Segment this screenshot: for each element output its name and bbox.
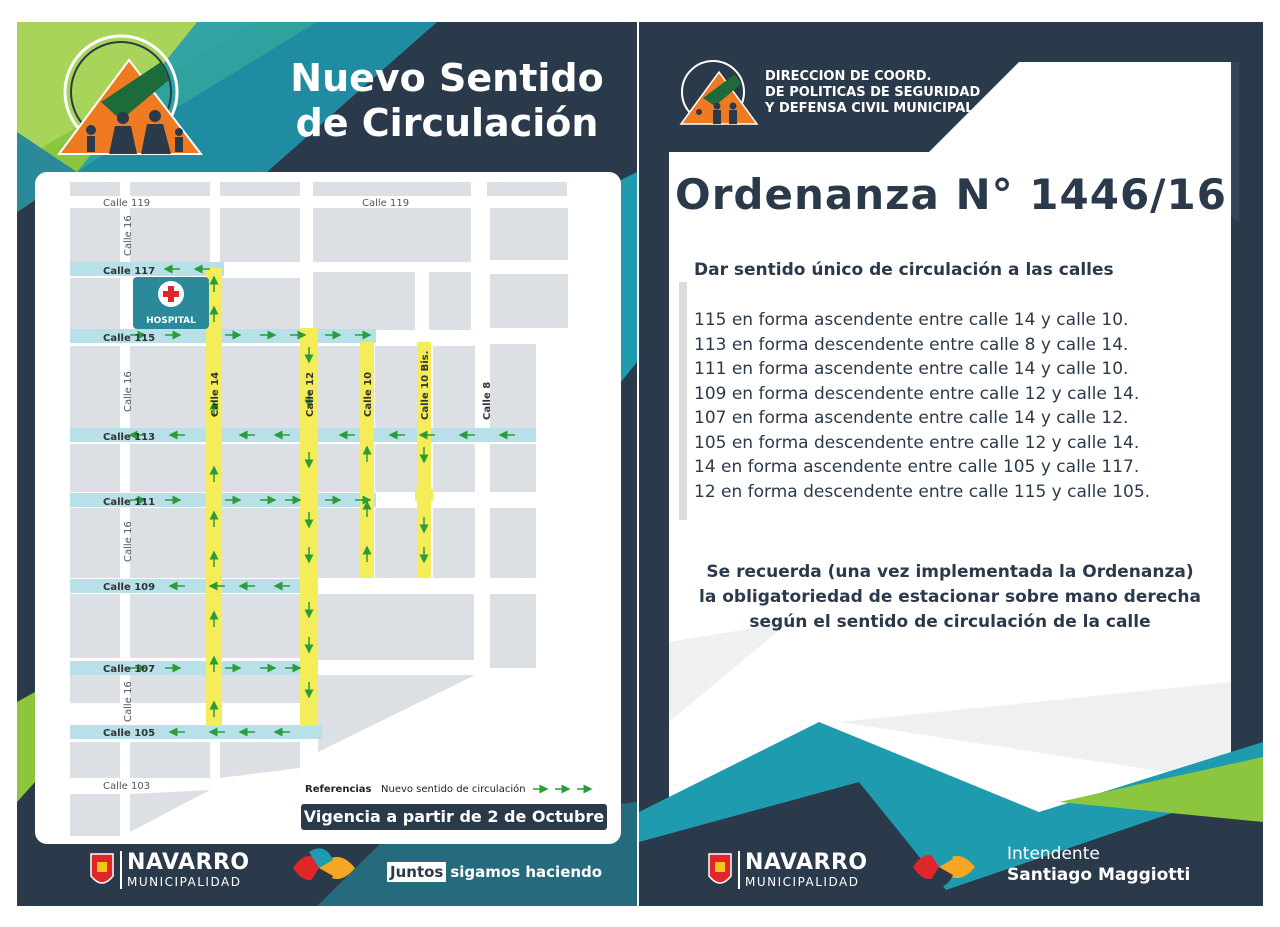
ordinance-intro: Dar sentido único de circulación a las calles — [694, 260, 1114, 280]
ordinance-list — [694, 310, 1150, 506]
direccion-line-2: DE POLITICAS DE SEGURIDAD — [765, 85, 981, 100]
list-item: 107 en forma ascendente entre calle 14 y calle 12. — [694, 408, 1129, 428]
navarro-shield-icon-right — [707, 850, 733, 890]
map-card — [35, 172, 621, 844]
decorative-bar — [679, 282, 687, 520]
direccion-line-3: Y DEFENSA CIVIL MUNICIPAL — [765, 101, 974, 116]
intendente-label: Intendente — [1007, 844, 1100, 864]
intendente-name: Santiago Maggiotti — [1007, 865, 1191, 886]
vigencia-banner: Vigencia a partir de 2 de Octubre — [301, 804, 607, 830]
parking-note — [669, 560, 1231, 635]
slogan-left — [387, 862, 602, 882]
defensa-civil-logo-small — [673, 58, 759, 128]
list-item: 111 en forma ascendente entre calle 14 y calle 10. — [694, 359, 1129, 379]
intendente-block — [1007, 844, 1190, 887]
ordinance-title: Ordenanza N° 1446/16 — [675, 170, 1227, 219]
label-calle-103: Calle 103 — [103, 781, 151, 792]
juntos-brand-icon-right — [909, 840, 979, 894]
municipalidad-right: MUNICIPALIDAD — [745, 875, 860, 889]
label-calle-113: Calle 113 — [103, 432, 156, 443]
label-calle-16-b: Calle 16 — [123, 371, 134, 412]
title-line-2: de Circulación — [295, 101, 599, 145]
municipalidad-left: MUNICIPALIDAD — [127, 875, 242, 889]
slogan-rest: sigamos haciendo — [450, 863, 603, 881]
label-calle-16-a: Calle 16 — [123, 215, 134, 256]
label-calle-117: Calle 117 — [103, 266, 156, 277]
list-item: 109 en forma descendente entre calle 12 y calle 14. — [694, 383, 1140, 404]
label-calle-8: Calle 8 — [482, 381, 493, 420]
note-line-1: Se recuerda (una vez implementada la Ordenanza) — [706, 562, 1194, 582]
note-line-2: la obligatoriedad de estacionar sobre mano derecha — [699, 587, 1201, 607]
left-panel — [17, 22, 637, 906]
direccion-line-1: DIRECCION DE COORD. — [765, 69, 932, 84]
label-calle-10: Calle 10 — [363, 371, 374, 417]
label-calle-119-a: Calle 119 — [103, 198, 151, 209]
navarro-logo-left — [89, 850, 250, 890]
note-line-3: según el sentido de circulación de la calle — [749, 612, 1151, 632]
label-calle-16-c: Calle 16 — [123, 521, 134, 562]
list-item: 115 en forma ascendente entre calle 14 y calle 10. — [694, 310, 1129, 330]
label-calle-111: Calle 111 — [103, 497, 156, 508]
list-item: 105 en forma descendente entre calle 12 y calle 14. — [694, 432, 1140, 453]
navarro-logo-right — [707, 850, 868, 890]
list-item: 113 en forma descendente entre calle 8 y calle 14. — [694, 334, 1129, 355]
label-calle-115: Calle 115 — [103, 333, 156, 344]
right-panel — [639, 22, 1263, 906]
hospital-label: HOSPITAL — [146, 316, 196, 326]
slogan-juntos: Juntos — [387, 862, 446, 882]
navarro-title-left: NAVARRO — [127, 850, 250, 875]
street-map — [35, 172, 621, 844]
label-calle-109: Calle 109 — [103, 582, 156, 593]
label-calle-14: Calle 14 — [210, 371, 221, 417]
navarro-shield-icon — [89, 850, 115, 890]
direccion-heading — [765, 69, 980, 117]
label-calle-107: Calle 107 — [103, 664, 156, 675]
navarro-title-right: NAVARRO — [745, 850, 868, 875]
label-calle-12: Calle 12 — [305, 371, 316, 417]
list-item: 12 en forma descendente entre calle 115 y calle 105. — [694, 481, 1151, 502]
defensa-civil-logo — [41, 32, 211, 160]
references-text: Nuevo sentido de circulación — [381, 784, 526, 795]
label-calle-119-b: Calle 119 — [362, 198, 410, 209]
label-calle-105: Calle 105 — [103, 728, 156, 739]
juntos-brand-icon — [289, 842, 359, 894]
label-calle-16-d: Calle 16 — [123, 681, 134, 722]
references-label: Referencias — [305, 784, 372, 795]
title-line-1: Nuevo Sentido — [290, 56, 604, 100]
list-item: 14 en forma ascendente entre calle 105 y calle 117. — [694, 457, 1140, 477]
label-calle-10-bis: Calle 10 Bis. — [420, 350, 431, 420]
